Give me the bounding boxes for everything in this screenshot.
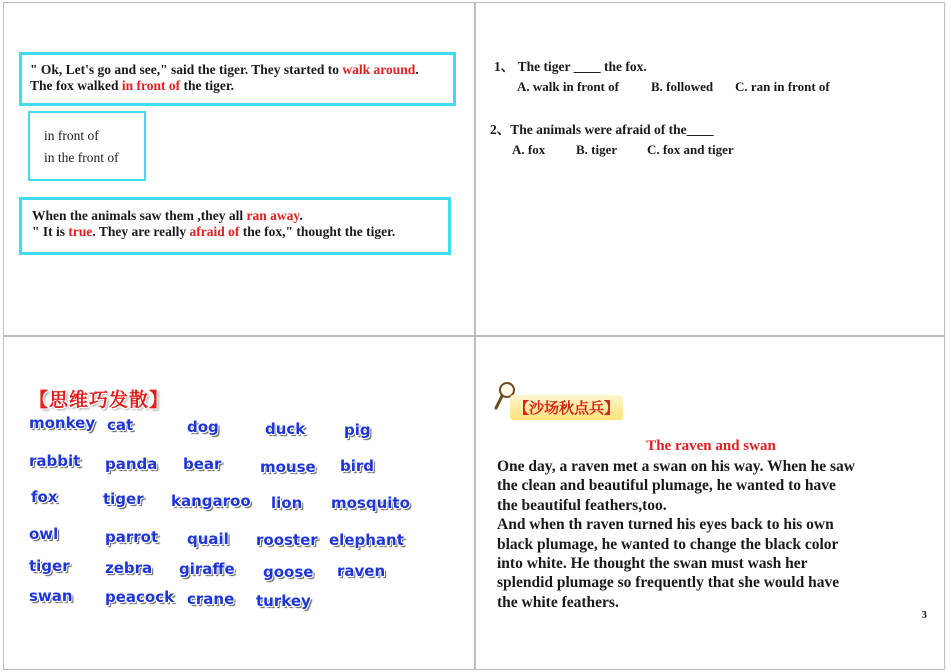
question-1-option-c: C. ran in front of — [735, 79, 830, 94]
word-parrot: parrot — [105, 528, 159, 546]
excerpt-box-2 — [19, 197, 451, 255]
word-tiger-2: tiger — [29, 557, 70, 575]
phrase-in-the-front-of: in the front of — [44, 150, 119, 165]
story-passage — [497, 457, 927, 612]
word-goose: goose — [263, 563, 314, 581]
word-tiger: tiger — [103, 490, 144, 508]
word-mouse: mouse — [260, 458, 316, 476]
question-1-option-a: A. walk in front of — [517, 79, 619, 94]
word-turkey: turkey — [256, 592, 311, 610]
word-duck: duck — [265, 420, 306, 438]
highlight-ran-away: ran away — [246, 208, 300, 223]
word-mosquito: mosquito — [331, 494, 410, 512]
word-rabbit: rabbit — [29, 452, 81, 470]
word-crane: crane — [187, 590, 235, 608]
word-giraffe: giraffe — [179, 560, 235, 578]
excerpt-text: " Ok, Let's go and see," said the tiger. They started to — [30, 62, 343, 77]
brainstorm-title: 【思维巧发散】 — [29, 389, 170, 411]
story-line: And when th raven turned his eyes back to his own — [497, 516, 834, 534]
word-fox: fox — [31, 488, 58, 506]
word-bear: bear — [183, 455, 222, 473]
excerpt-text: When the animals saw them ,they all — [32, 208, 247, 223]
story-line: the clean and beautiful plumage, he wanted to have — [497, 477, 836, 495]
word-elephant: elephant — [329, 531, 404, 549]
question-1-option-b: B. followed — [651, 79, 714, 94]
question-2-option-a: A. fox — [512, 142, 546, 157]
page-number: 3 — [921, 609, 927, 621]
word-panda: panda — [105, 455, 158, 473]
question-2-option-c: C. fox and tiger — [647, 142, 734, 157]
phrase-in-front-of: in front of — [44, 128, 99, 143]
slide-questions — [475, 2, 945, 336]
highlight-walk-around: walk around — [342, 62, 416, 77]
word-rooster: rooster — [256, 531, 318, 549]
word-bird: bird — [340, 457, 375, 475]
excerpt-box-1 — [19, 52, 456, 106]
excerpt-text: . — [415, 62, 419, 77]
word-monkey: monkey — [29, 414, 96, 432]
word-quail: quail — [187, 530, 229, 548]
story-line: One day, a raven met a swan on his way. When he saw — [497, 458, 855, 475]
word-zebra: zebra — [105, 559, 153, 577]
excerpt-text: . They are really — [92, 224, 190, 239]
excerpt-text: " It is — [32, 224, 69, 239]
slide-story-excerpt — [3, 2, 475, 336]
quiz-title: 【沙场秋点兵】 — [510, 395, 623, 420]
story-line: black plumage, he wanted to change the black color — [497, 535, 839, 553]
word-lion: lion — [271, 494, 303, 512]
story-line: into white. He thought the swan must wash her — [497, 555, 808, 573]
excerpt-text: the fox," thought the tiger. — [239, 224, 396, 239]
slide-vocabulary — [3, 336, 475, 670]
question-2: 2、The animals were afraid of the____ — [490, 122, 714, 137]
word-swan: swan — [29, 587, 73, 605]
word-raven: raven — [337, 562, 386, 580]
excerpt-text: the tiger. — [180, 78, 235, 93]
excerpt-text: The fox walked — [30, 78, 122, 93]
story-line: the white feathers. — [497, 593, 619, 611]
excerpt-text: . — [299, 208, 303, 223]
word-kangaroo: kangaroo — [171, 492, 251, 510]
story-line: the beautiful feathers,too. — [497, 496, 667, 514]
question-2-option-b: B. tiger — [576, 142, 618, 157]
word-owl: owl — [29, 525, 59, 543]
word-dog: dog — [187, 418, 219, 436]
word-peacock: peacock — [105, 588, 175, 606]
word-cat: cat — [107, 416, 134, 434]
question-1: 1、 The tiger ____ the fox. — [494, 59, 647, 74]
word-pig: pig — [344, 421, 371, 439]
phrase-comparison-box — [28, 111, 146, 181]
slide-reading — [475, 336, 945, 670]
story-line: splendid plumage so frequently that she would have — [497, 574, 840, 592]
highlight-afraid-of: afraid of — [189, 224, 240, 239]
highlight-true: true — [68, 224, 93, 239]
highlight-in-front-of: in front of — [121, 78, 181, 93]
story-title: The raven and swan — [646, 438, 776, 454]
